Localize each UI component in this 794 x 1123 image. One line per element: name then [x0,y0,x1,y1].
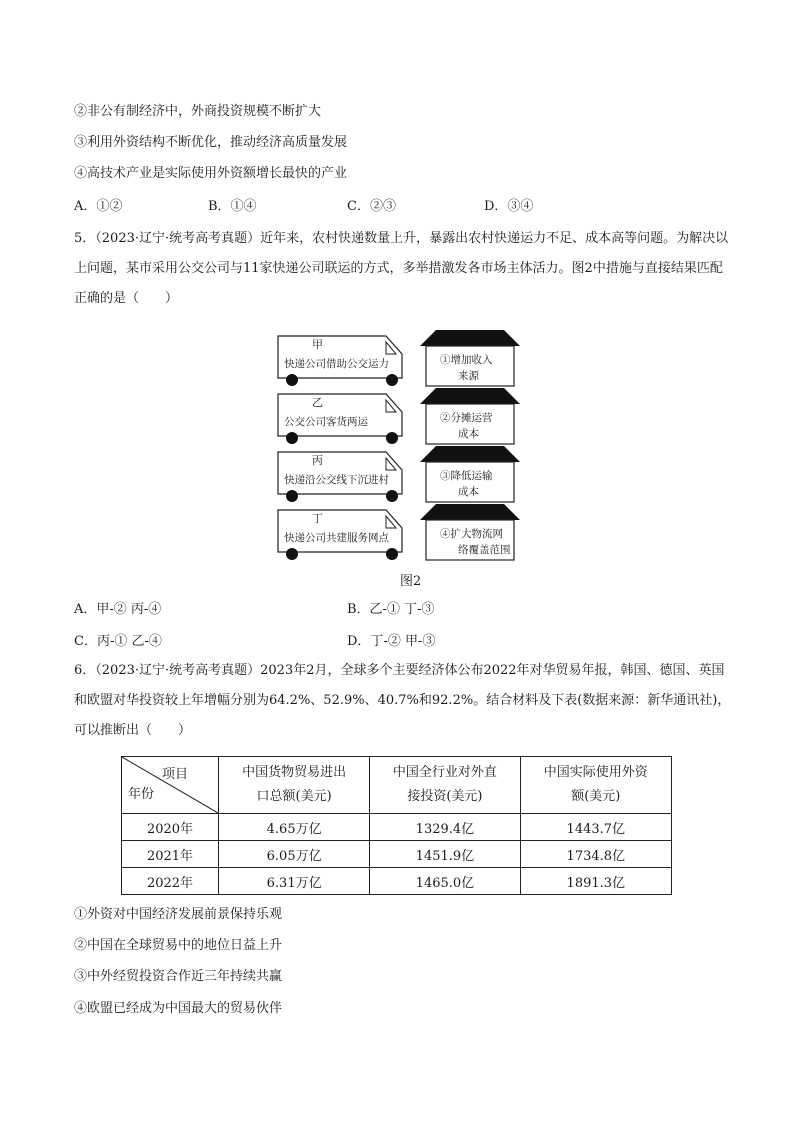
q6-stem: 6．（2023·辽宁·统考高考真题）2023年2月，全球多个主要经济体公布2022年对华贸易年报，韩国、德国、英国和欧盟对华投资较上年增幅分别为64.2%、52.9%、40.7%和92.2%。结合材料及下表(数据来源：新华通讯社)，可以推断出（ ） [74,663,731,738]
header-line: 中国货物贸易进出 [242,765,347,780]
table-row [122,841,672,868]
corner-label-year: 年份 [128,787,155,802]
q5-option-c: C．丙-① 乙-④ [74,634,162,649]
house-3 [418,444,522,500]
truck-name: 乙 [312,396,323,409]
q4-option-b: B．①④ [208,199,257,214]
q5-stem: 5．（2023·辽宁·统考高考真题）近年来，农村快递数量上升，暴露出农村快递运力不足、成本高等问题。为解决以上问题，某市采用公交公司与11家快递公司联运的方式，多举措激发各市场主体活力。图2中措施与直接结果匹配正确的是（ ） [74,231,729,306]
figure-2 [276,326,526,588]
cell-trade: 6.05万亿 [219,841,370,868]
q4-option-a: A．①② [74,199,123,214]
header-line: 接投资(美元) [407,789,483,804]
truck-name: 丁 [312,512,323,525]
truck-text: 快递公司借助公交运力 [284,358,389,370]
truck-bing [276,450,416,500]
cell-odi: 1329.4亿 [370,814,520,841]
cell-year: 2020年 [122,814,219,841]
q4-option-c: C．②③ [347,199,396,214]
cell-odi: 1465.0亿 [370,868,520,895]
cell-year: 2021年 [122,841,219,868]
truck-text: 快递公司共建服务网点 [284,532,389,544]
statement-2: ②非公有制经济中，外商投资规模不断扩大 [74,104,322,119]
house-text-line2: 成本 [458,486,479,498]
house-4 [418,502,522,558]
table-corner-cell [122,757,219,814]
q5-option-a: A．甲-② 丙-④ [74,602,162,617]
q6-statement-1: ①外资对中国经济发展前景保持乐观 [74,907,283,922]
cell-fdi: 1734.8亿 [520,841,671,868]
statement-3: ③利用外资结构不断优化，推动经济高质量发展 [74,135,348,150]
q5-option-b: B．乙-① 丁-③ [347,602,435,617]
house-text-line1: ①增加收入 [440,354,493,366]
q6-statement-4: ④欧盟已经成为中国最大的贸易伙伴 [74,1001,283,1016]
col-header-fdi [520,757,671,814]
house-2 [418,386,522,442]
house-text-line1: ④扩大物流网 [440,528,503,540]
truck-text: 快递沿公交线下沉进村 [284,474,389,486]
q4-option-d: D．③④ [484,199,534,214]
cell-year: 2022年 [122,868,219,895]
truck-name: 丙 [312,454,323,467]
q6-statement-3: ③中外经贸投资合作近三年持续共赢 [74,969,283,984]
house-text-line2: 来源 [458,370,479,382]
header-line: 中国全行业对外直 [392,765,497,780]
trade-table [121,756,672,895]
col-header-odi [370,757,520,814]
corner-label-item: 项目 [161,767,188,782]
header-line: 额(美元) [571,789,621,804]
cell-trade: 6.31万亿 [219,868,370,895]
house-text-line1: ③降低运输 [440,470,493,482]
cell-fdi: 1443.7亿 [520,814,671,841]
cell-fdi: 1891.3亿 [520,868,671,895]
truck-jia [276,334,416,384]
cell-trade: 4.65万亿 [219,814,370,841]
q6-statement-2: ②中国在全球贸易中的地位日益上升 [74,938,283,953]
cell-odi: 1451.9亿 [370,841,520,868]
header-line: 中国实际使用外资 [543,765,648,780]
house-1 [418,328,522,384]
truck-yi [276,392,416,442]
table-row [122,814,672,841]
truck-ding [276,508,416,558]
statement-4: ④高技术产业是实际使用外资额增长最快的产业 [74,166,348,181]
truck-name: 甲 [312,338,323,351]
header-line: 口总额(美元) [256,789,332,804]
table-header-row [122,757,672,814]
q5-option-d: D．丁-② 甲-③ [347,634,436,649]
house-text-line1: ②分摊运营 [440,412,493,424]
col-header-trade [219,757,370,814]
house-text-line2: 成本 [458,428,479,440]
truck-text: 公交公司客货两运 [284,416,368,428]
figure-caption: 图2 [400,574,422,589]
house-text-line2: 络覆盖范围 [458,544,511,556]
table-row [122,868,672,895]
